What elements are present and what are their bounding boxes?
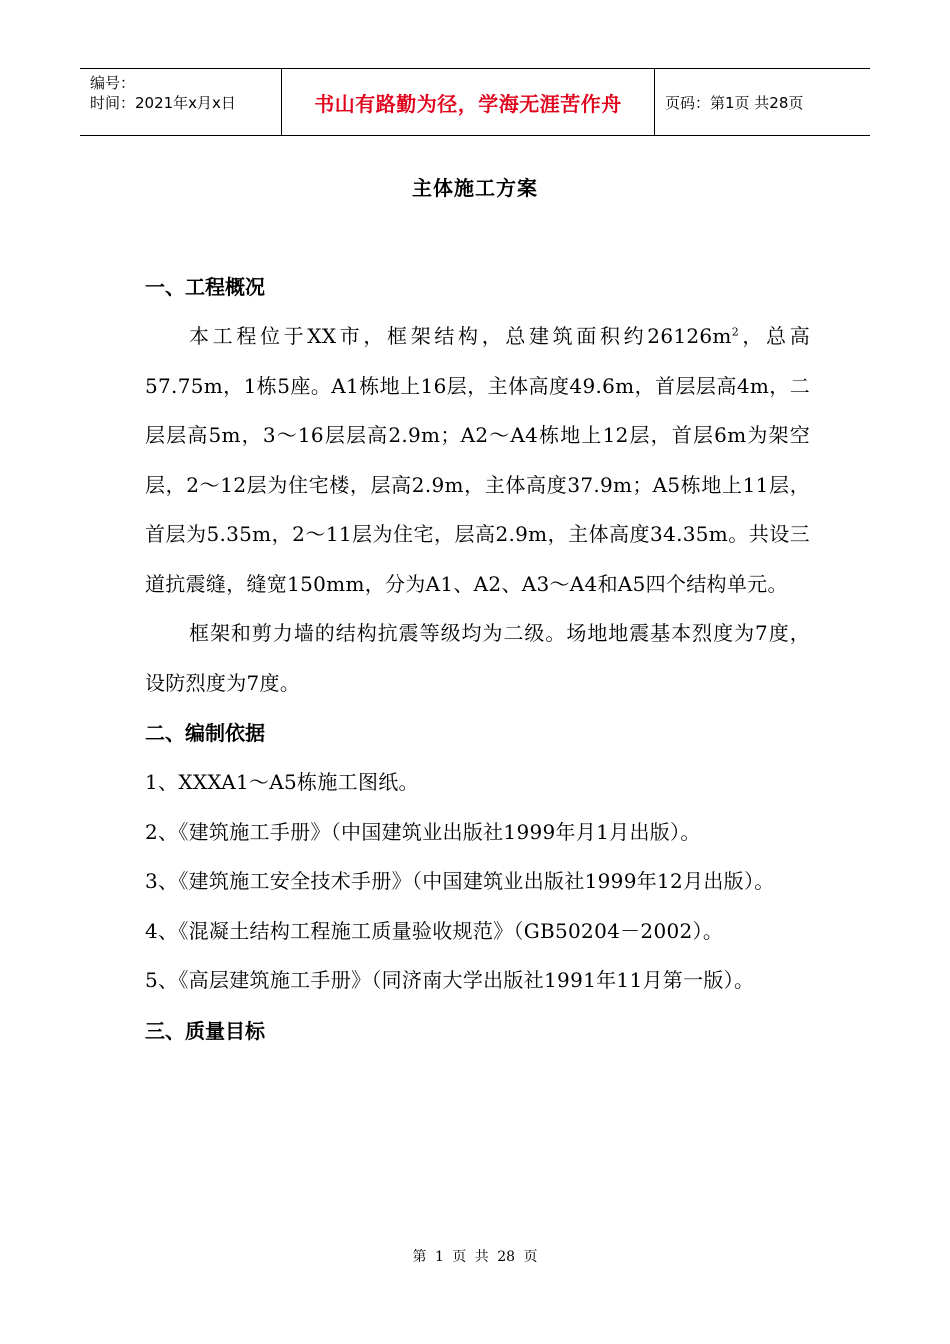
section-heading-quality-goals: 三、质量目标 — [145, 1018, 265, 1043]
section-heading-basis: 二、编制依据 — [145, 721, 265, 745]
overview-paragraph-1 — [145, 312, 810, 609]
header-meta — [80, 69, 282, 135]
basis-list-item: 3、《建筑施工安全技术手册》（中国建筑业出版社1999年12月出版）。 — [145, 869, 775, 893]
area-unit-superscript: 2 — [731, 325, 740, 339]
document-body — [145, 262, 810, 1056]
section-heading-overview: 一、工程概况 — [145, 275, 265, 299]
basis-list-item: 5、《高层建筑施工手册》（同济南大学出版社1991年11月第一版）。 — [145, 968, 755, 992]
header-motto: 书山有路勤为径，学海无涯苦作舟 — [282, 69, 655, 135]
page-footer: 第 1 页 共 28 页 — [412, 1249, 538, 1265]
document-number-label: 编号： — [90, 74, 136, 92]
document-header — [80, 68, 870, 136]
overview-text-part-1: 本工程位于XX市，框架结构，总建筑面积约26126m — [189, 324, 732, 348]
basis-list-item: 1、XXXA1～A5栋施工图纸。 — [145, 770, 419, 794]
document-date: 时间：2021年x月x日 — [90, 94, 236, 112]
basis-list-item: 4、《混凝土结构工程施工质量验收规范》（GB50204－2002）。 — [145, 918, 724, 943]
overview-paragraph-2: 框架和剪力墙的结构抗震等级均为二级。场地地震基本烈度为7度，设防烈度为7度。 — [145, 621, 810, 695]
document-title: 主体施工方案 — [412, 176, 538, 200]
overview-text-part-2: ，总高57.75m，1栋5座。A1栋地上16层，主体高度49.6m，首层层高4m，二层层高5m，3～16层层高2.9m；A2～A4栋地上12层，首层6m为架空层，2～12层为住宅楼，层高2.9m，主体高度37.9m；A5栋地上11层，首层为5.35m，2～11层为住宅，层高2.9m，主体高度34.35m。共设三道抗震缝，缝宽150mm，分为A1、A2、A3～A4和A5四个结构单元。 — [145, 324, 810, 596]
basis-list-item: 2、《建筑施工手册》（中国建筑业出版社1999年月1月出版）。 — [145, 819, 701, 844]
header-page-info: 页码：第1页 共28页 — [665, 93, 804, 112]
